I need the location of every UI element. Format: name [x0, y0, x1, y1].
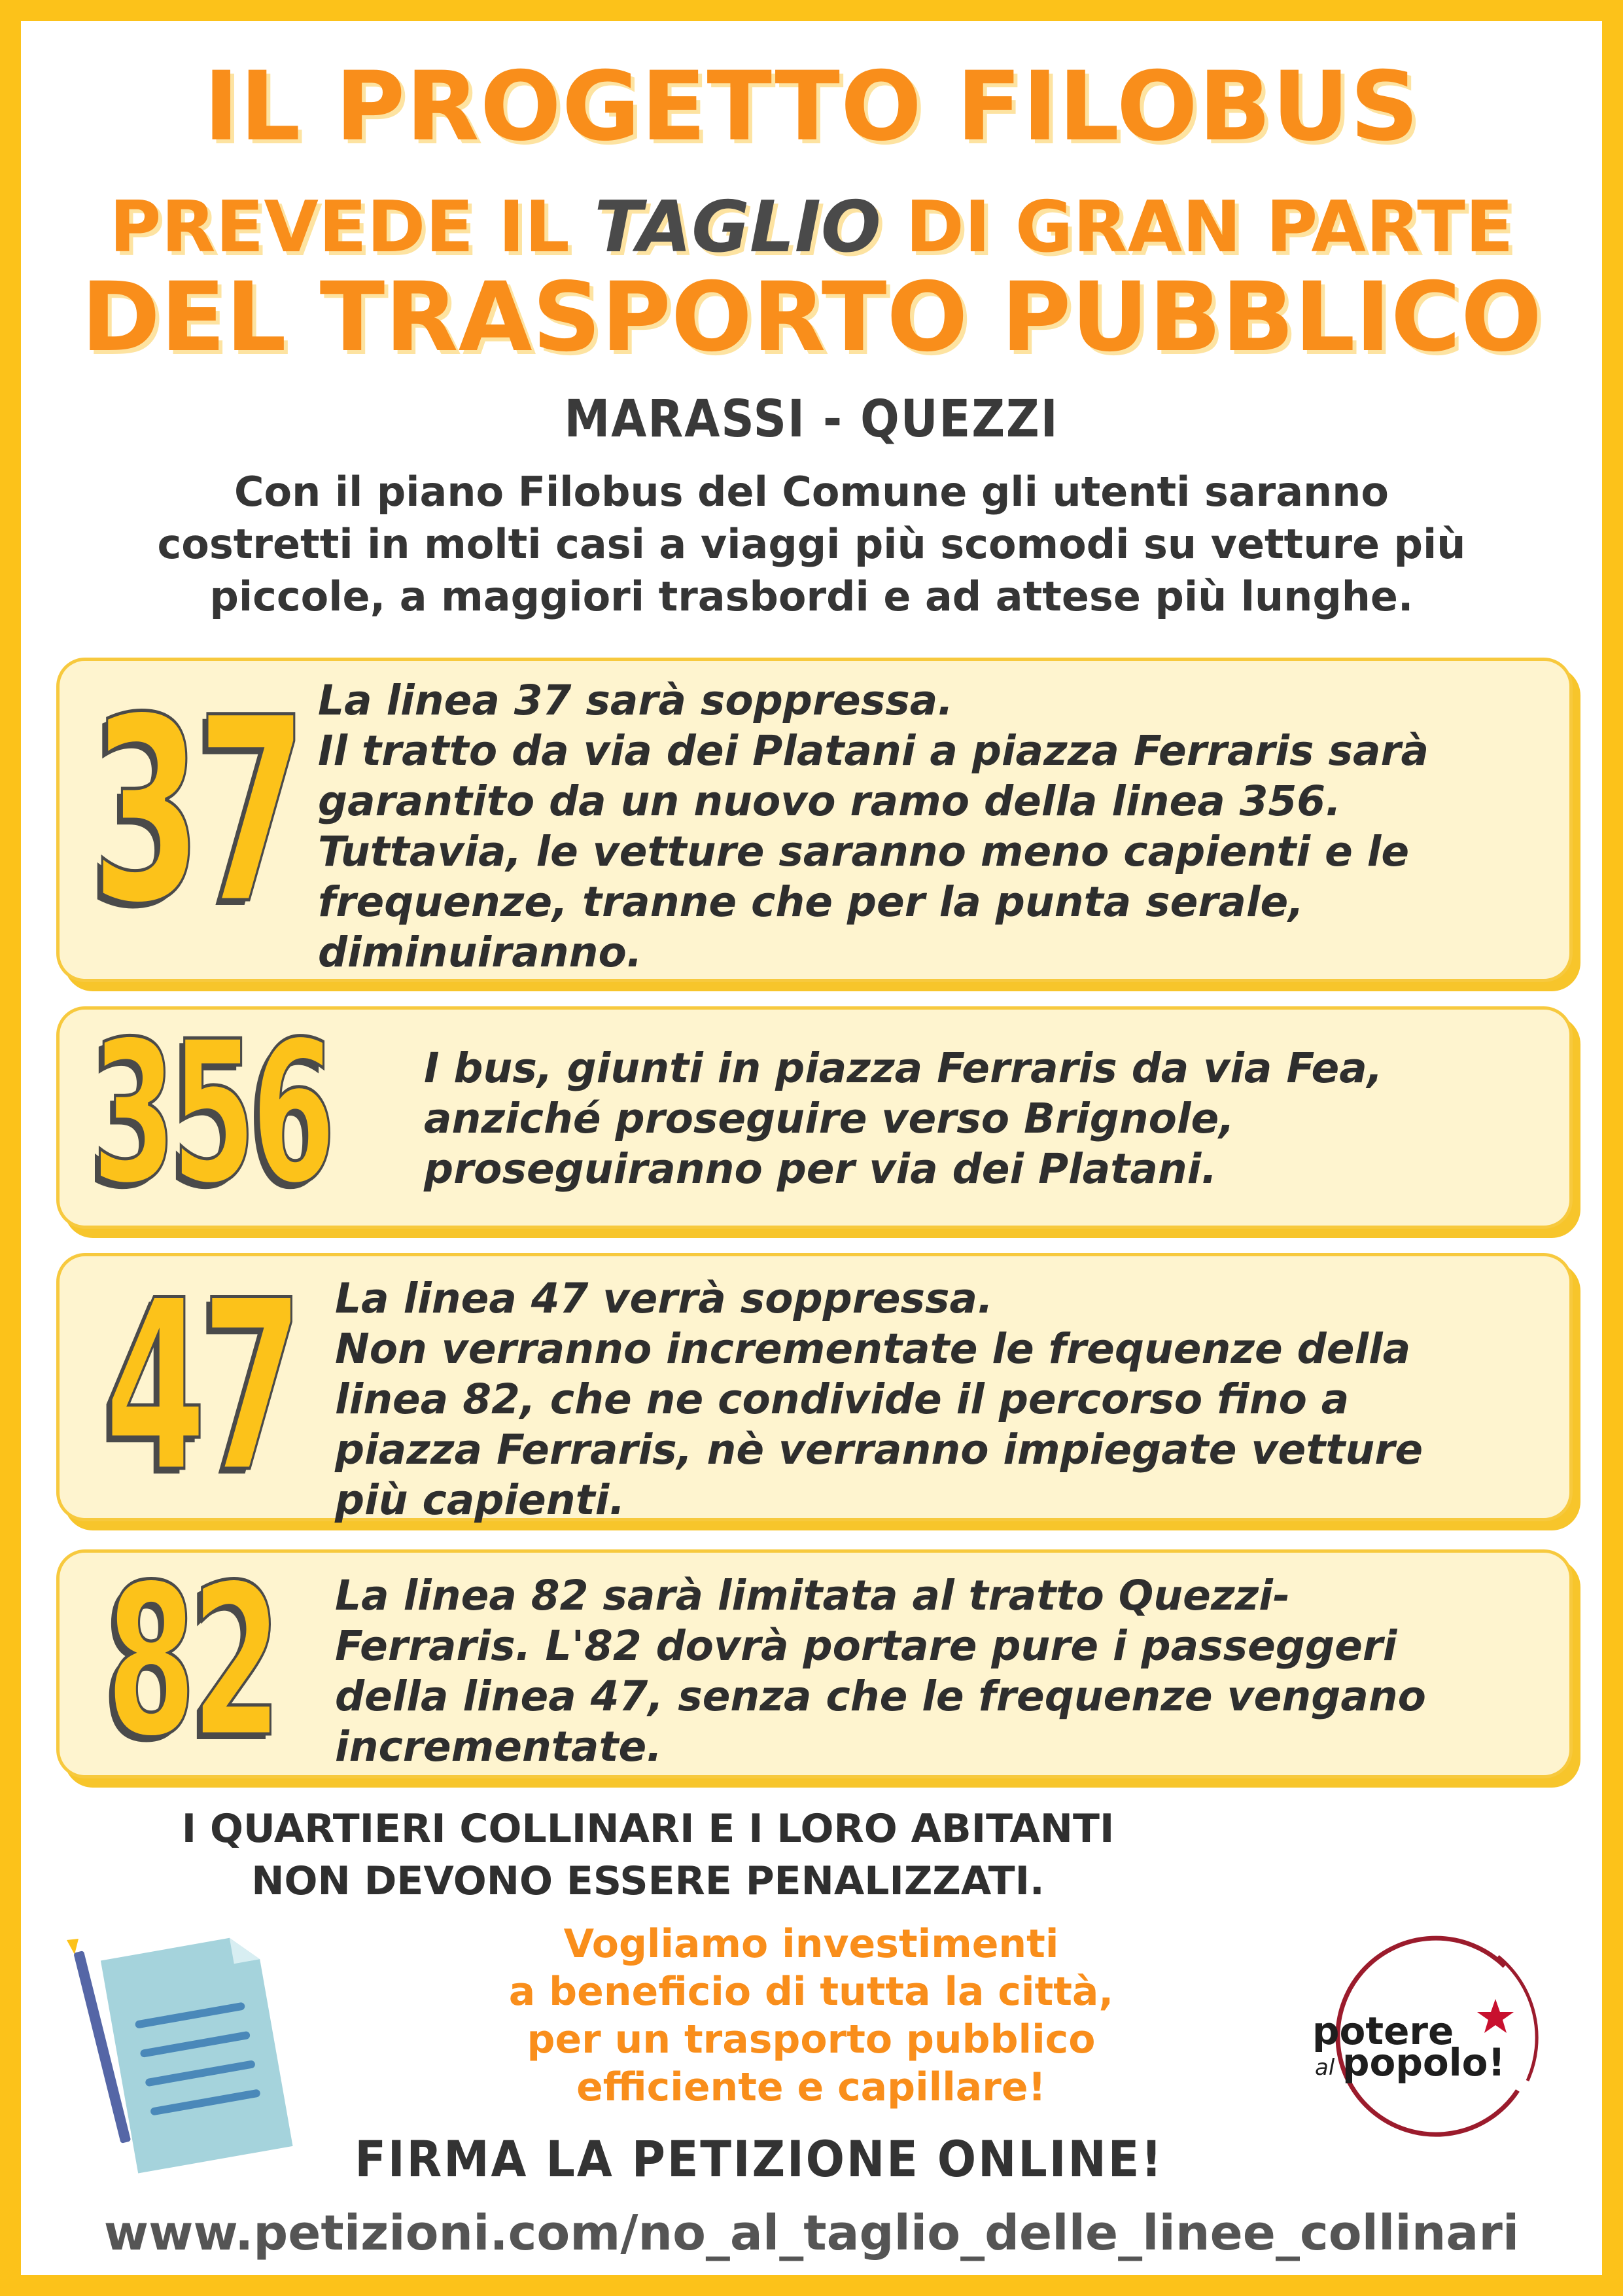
title-line-3: DEL TRASPORTO PUBBLICO: [80, 262, 1543, 373]
intro-line: Con il piano Filobus del Comune gli utenti saranno: [234, 468, 1389, 516]
statement: [0, 1803, 1459, 1907]
line-text-row: Non verranno incrementate le frequenze della: [335, 1325, 1411, 1373]
demand-line: Vogliamo investimenti: [563, 1921, 1059, 1967]
logo-word-popolo: popolo!: [1342, 2040, 1505, 2085]
line-text-row: proseguiranno per via dei Platani.: [424, 1145, 1217, 1193]
subtitle: MARASSI - QUEZZI: [564, 390, 1059, 449]
line-text-row: diminuiranno.: [318, 928, 642, 976]
line-text-row: La linea 37 sarà soppressa.: [318, 677, 954, 724]
line-text-356: [424, 1043, 1383, 1194]
line-text-row: più capienti.: [335, 1476, 625, 1524]
line-text-row: frequenze, tranne che per la punta serale,: [318, 878, 1304, 926]
line-text-row: linea 82, che ne condivide il percorso fino a: [335, 1375, 1350, 1423]
line-text-row: La linea 82 sarà limitata al tratto Quezzi-: [335, 1572, 1290, 1619]
demand-line: a beneficio di tutta la città,: [508, 1969, 1114, 2015]
line-text-row: Ferraris. L'82 dovrà portare pure i passeggeri: [335, 1622, 1397, 1670]
demand-line: efficiente e capillare!: [576, 2064, 1046, 2110]
title-line-2-pre: PREVEDE IL: [109, 186, 595, 268]
line-text-47: [335, 1273, 1423, 1525]
line-text-37: [318, 675, 1429, 978]
call-to-action: FIRMA LA PETIZIONE ONLINE!: [355, 2130, 1164, 2188]
statement-line: I QUARTIERI COLLINARI E I LORO ABITANTI: [181, 1806, 1115, 1852]
line-text-row: garantito da un nuovo ramo della linea 356.: [318, 777, 1342, 825]
line-text-row: Il tratto da via dei Platani a piazza Ferraris sarà: [318, 727, 1429, 775]
logo-word-potere: potere: [1312, 2009, 1454, 2053]
line-text-row: La linea 47 verrà soppressa.: [335, 1275, 994, 1322]
line-number-82: 82: [106, 1540, 277, 1784]
logo-word-al: al: [1315, 2055, 1335, 2081]
demand-text: [327, 1920, 1295, 2111]
statement-line: NON DEVONO ESSERE PENALIZZATI.: [251, 1858, 1045, 1904]
intro-paragraph: [65, 466, 1558, 623]
title-line-1: IL PROGETTO FILOBUS: [203, 51, 1420, 162]
petition-link[interactable]: www.petizioni.com/no_al_taglio_delle_linee_collinari: [103, 2205, 1520, 2261]
line-number-47: 47: [105, 1250, 298, 1524]
line-text-row: piazza Ferraris, nè verranno impiegate vetture: [335, 1426, 1423, 1474]
title-line-2: [0, 186, 1623, 268]
intro-line: piccole, a maggiori trasbordi e ad attese più lunghe.: [209, 573, 1414, 620]
title-line-2-emphasis: TAGLIO: [594, 186, 881, 268]
line-text-row: I bus, giunti in piazza Ferraris da via Fea,: [424, 1044, 1383, 1092]
line-number-356: 356: [92, 999, 331, 1227]
line-text-row: incrementate.: [335, 1723, 663, 1771]
demand-line: per un trasporto pubblico: [527, 2017, 1096, 2062]
line-text-row: della linea 47, senza che le frequenze vengano: [335, 1672, 1426, 1720]
intro-line: costretti in molti casi a viaggi più scomodi su vetture più: [157, 520, 1466, 568]
line-text-row: Tuttavia, le vetture saranno meno capienti e le: [318, 828, 1410, 875]
star-icon: [1477, 1999, 1514, 2033]
line-number-37: 37: [92, 663, 302, 960]
line-text-row: anziché proseguire verso Brignole,: [424, 1095, 1235, 1142]
title-line-2-post: DI GRAN PARTE: [881, 186, 1514, 268]
line-text-82: [335, 1570, 1426, 1772]
